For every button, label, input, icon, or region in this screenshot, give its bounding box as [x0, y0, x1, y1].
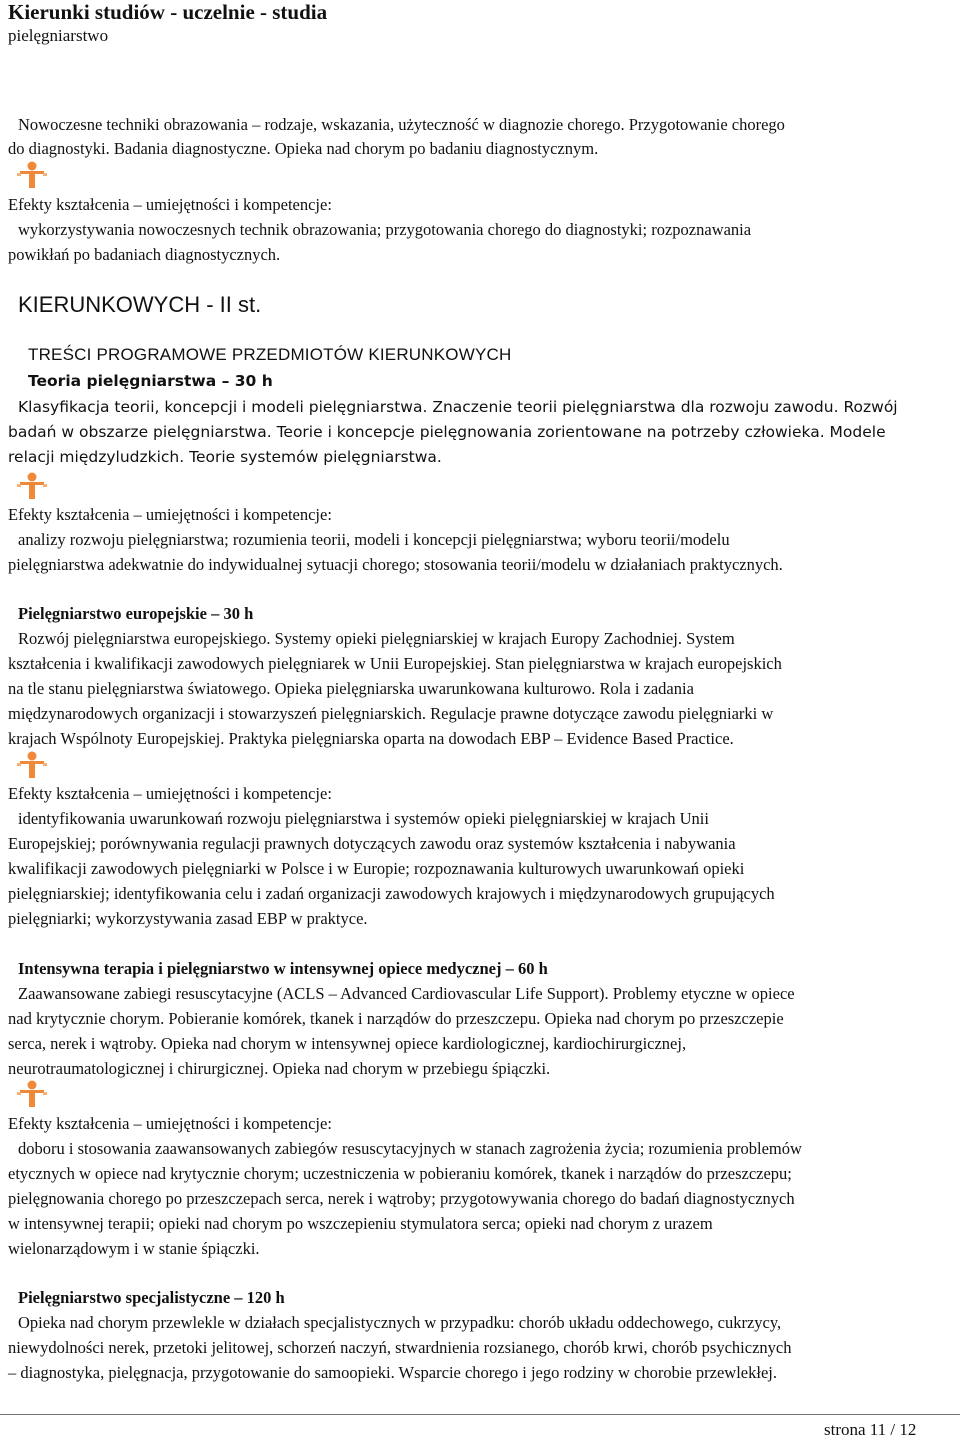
footer-divider	[0, 1414, 960, 1415]
subject-title: Intensywna terapia i pielęgniarstwo w intensywnej opiece medycznej – 60 h	[18, 959, 548, 978]
text-line: międzynarodowych organizacji i stowarzyszeń pielęgniarskich. Regulacje prawne dotyczące zawodu pielęgniarki w	[8, 704, 774, 723]
person-figure-icon	[14, 471, 50, 501]
text-line: Zaawansowane zabiegi resuscytacyjne (ACLS – Advanced Cardiovascular Life Support). Problemy etyczne w opiece	[18, 984, 795, 1003]
text-line: Opieka nad chorym przewlekle w działach specjalistycznych w przypadku: chorób układu oddechowego, cukrzycy,	[18, 1313, 782, 1332]
effects-label: Efekty kształcenia – umiejętności i kompetencje:	[8, 1114, 332, 1133]
text-line: Europejskiej; porównywania regulacji prawnych dotyczących zawodu oraz systemów kształcenia i nabywania	[8, 834, 736, 853]
subject-title: Teoria pielęgniarstwa – 30 h	[28, 372, 273, 390]
text-line: neurotraumatologicznej i chirurgicznej. Opieka nad chorym w przebiegu śpiączki.	[8, 1059, 551, 1078]
text-line: relacji międzyludzkich. Teorie systemów pielęgniarstwa.	[8, 448, 442, 466]
text-line: identyfikowania uwarunkowań rozwoju pielęgniarstwa i systemów opieki pielęgniarskiej w krajach Unii	[18, 809, 709, 828]
text-line: – diagnostyka, pielęgnacja, przygotowanie do samoopieki. Wsparcie chorego i jego rodziny w chorobie przewlekłej.	[8, 1363, 777, 1382]
text-line: do diagnostyki. Badania diagnostyczne. Opieka nad chorym po badaniu diagnostycznym.	[8, 139, 599, 158]
page-subtitle: pielęgniarstwo	[8, 26, 109, 45]
text-line: na tle stanu pielęgniarstwa światowego. Opieka pielęgniarska uwarunkowana kulturowo. Rola i zadania	[8, 679, 694, 698]
text-line: Nowoczesne techniki obrazowania – rodzaje, wskazania, użyteczność w diagnozie chorego. Przygotowanie chorego	[18, 115, 785, 134]
text-line: kwalifikacji zawodowych pielęgniarki w Polsce i w Europie; rozpoznawania kulturowych uwarunkowań opieki	[8, 859, 745, 878]
text-line: wielonarządowym i w stanie śpiączki.	[8, 1239, 260, 1258]
text-line: doboru i stosowania zaawansowanych zabiegów resuscytacyjnych w stanach zagrożenia życia; rozumienia problemów	[18, 1139, 802, 1158]
text-line: pielęgniarki; wykorzystywania zasad EBP w praktyce.	[8, 909, 368, 928]
effects-label: Efekty kształcenia – umiejętności i kompetencje:	[8, 505, 332, 524]
page-number: strona 11 / 12	[824, 1420, 917, 1439]
effects-label: Efekty kształcenia – umiejętności i kompetencje:	[8, 195, 332, 214]
text-line: Klasyfikacja teorii, koncepcji i modeli pielęgniarstwa. Znaczenie teorii pielęgniarstwa dla rozwoju zawodu. Rozwój	[18, 398, 898, 416]
text-line: wykorzystywania nowoczesnych technik obrazowania; przygotowania chorego do diagnostyki; rozpoznawania	[18, 220, 752, 239]
text-line: etycznych w opiece nad krytycznie chorym; uczestniczenia w pobieraniu komórek, tkanek i narządów do przeszczepu;	[8, 1164, 792, 1183]
text-line: nad krytycznie chorym. Pobieranie komórek, tkanek i narządów do przeszczepu. Opieka nad chorym po przeszczepie	[8, 1009, 784, 1028]
text-line: powikłań po badaniach diagnostycznych.	[8, 245, 281, 264]
effects-label: Efekty kształcenia – umiejętności i kompetencje:	[8, 784, 332, 803]
text-line: serca, nerek i wątroby. Opieka nad chorym w intensywnej opiece kardiologicznej, kardiochirurgicznej,	[8, 1034, 687, 1053]
subject-title: Pielęgniarstwo specjalistyczne – 120 h	[18, 1288, 285, 1307]
text-line: w intensywnej terapii; opieki nad chorym po wszczepieniu stymulatora serca; opieki nad chorym z urazem	[8, 1214, 713, 1233]
text-line: niewydolności nerek, przetoki jelitowej, schorzeń naczyń, stwardnienia rozsianego, chorób krwi, chorób psychicznych	[8, 1338, 792, 1357]
text-line: pielęgniarstwa adekwatnie do indywidualnej sytuacji chorego; stosowania teorii/modelu w działaniach praktycznych.	[8, 555, 783, 574]
subject-title: Pielęgniarstwo europejskie – 30 h	[18, 604, 254, 623]
text-line: pielęgnowania chorego po przeszczepach serca, nerek i wątroby; przygotowywania chorego do badań diagnostycznych	[8, 1189, 795, 1208]
page-title: Kierunki studiów - uczelnie - studia	[8, 0, 328, 24]
person-figure-icon	[14, 1079, 50, 1109]
text-line: kształcenia i kwalifikacji zawodowych pielęgniarek w Unii Europejskiej. Stan pielęgniarstwa w krajach europejskich	[8, 654, 782, 673]
program-heading: TREŚCI PROGRAMOWE PRZEDMIOTÓW KIERUNKOWYCH	[28, 345, 512, 364]
text-line: analizy rozwoju pielęgniarstwa; rozumienia teorii, modeli i koncepcji pielęgniarstwa; wyboru teorii/modelu	[18, 530, 730, 549]
text-line: Rozwój pielęgniarstwa europejskiego. Systemy opieki pielęgniarskiej w krajach Europy Zachodniej. System	[18, 629, 735, 648]
section-heading: KIERUNKOWYCH - II st.	[18, 292, 262, 317]
person-figure-icon	[14, 160, 50, 190]
text-line: badań w obszarze pielęgniarstwa. Teorie i koncepcje pielęgnowania zorientowane na potrzeby człowieka. Modele	[8, 423, 886, 441]
text-line: krajach Wspólnoty Europejskiej. Praktyka pielęgniarska oparta na dowodach EBP – Evidence Based Practice.	[8, 729, 734, 748]
person-figure-icon	[14, 750, 50, 780]
text-line: pielęgniarskiej; identyfikowania celu i zadań organizacji zawodowych krajowych i międzynarodowych grupujących	[8, 884, 775, 903]
